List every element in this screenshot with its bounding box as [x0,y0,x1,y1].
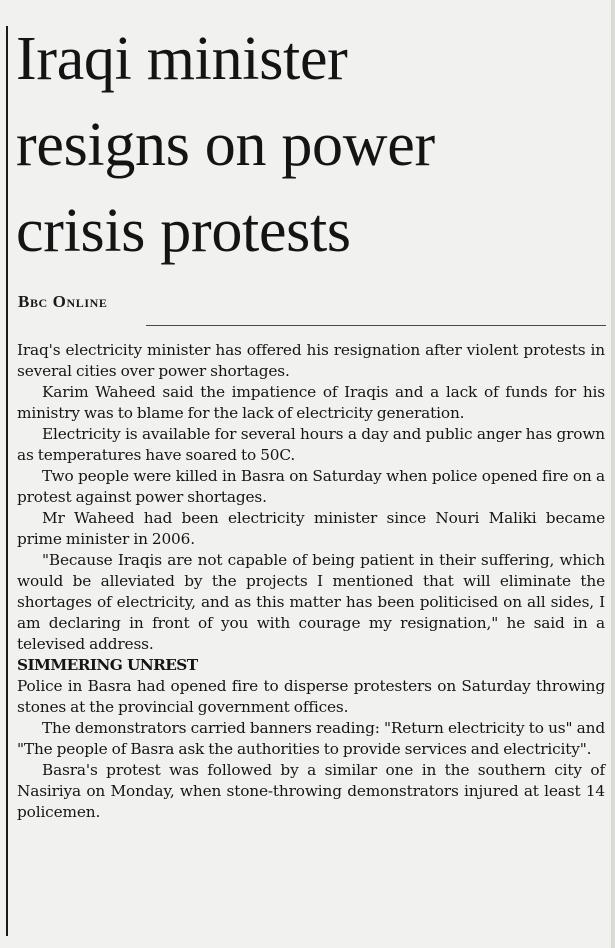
paragraph-8: The demonstrators carried banners reading: "Return electricity to us" and "The people of Basra ask the authorities to provide services and electricity". [17,719,605,758]
paragraph-4: Two people were killed in Basra on Saturday when police opened fire on a protest against power shortages. [17,467,605,506]
paragraph-3: Electricity is available for several hours a day and public anger has grown as temperatures have soared to 50C. [17,425,605,464]
paragraph-5: Mr Waheed had been electricity minister since Nouri Maliki became prime minister in 2006. [17,509,605,548]
paragraph-2: Karim Waheed said the impatience of Iraqis and a lack of funds for his ministry was to blame for the lack of electricity generation. [17,383,605,422]
headline-line-2: resigns on power [16,111,435,179]
headline [16,16,608,274]
headline-line-3: crisis protests [16,197,351,265]
byline-divider [146,325,606,326]
subheading: SIMMERING UNREST [17,656,198,674]
column-rule [6,26,8,936]
byline: Bbc Online [18,292,108,311]
page-edge [611,0,615,948]
paragraph-6: "Because Iraqis are not capable of being patient in their suffering, which would be alleviated by the projects I mentioned that will eliminate the shortages of electricity, and as this matter has been politicised on all sides, I am declaring in front of you with courage my resignation," he said in a televised address. [17,551,605,653]
headline-line-1: Iraqi minister [16,25,348,93]
article-body [17,340,605,823]
paragraph-9: Basra's protest was followed by a similar one in the southern city of Nasiriya on Monday, when stone-throwing demonstrators injured at least 14 policemen. [17,761,605,821]
paragraph-7: Police in Basra had opened fire to disperse protesters on Saturday throwing stones at the provincial government offices. [17,677,605,716]
paragraph-1: Iraq's electricity minister has offered his resignation after violent protests in several cities over power shortages. [17,341,605,380]
